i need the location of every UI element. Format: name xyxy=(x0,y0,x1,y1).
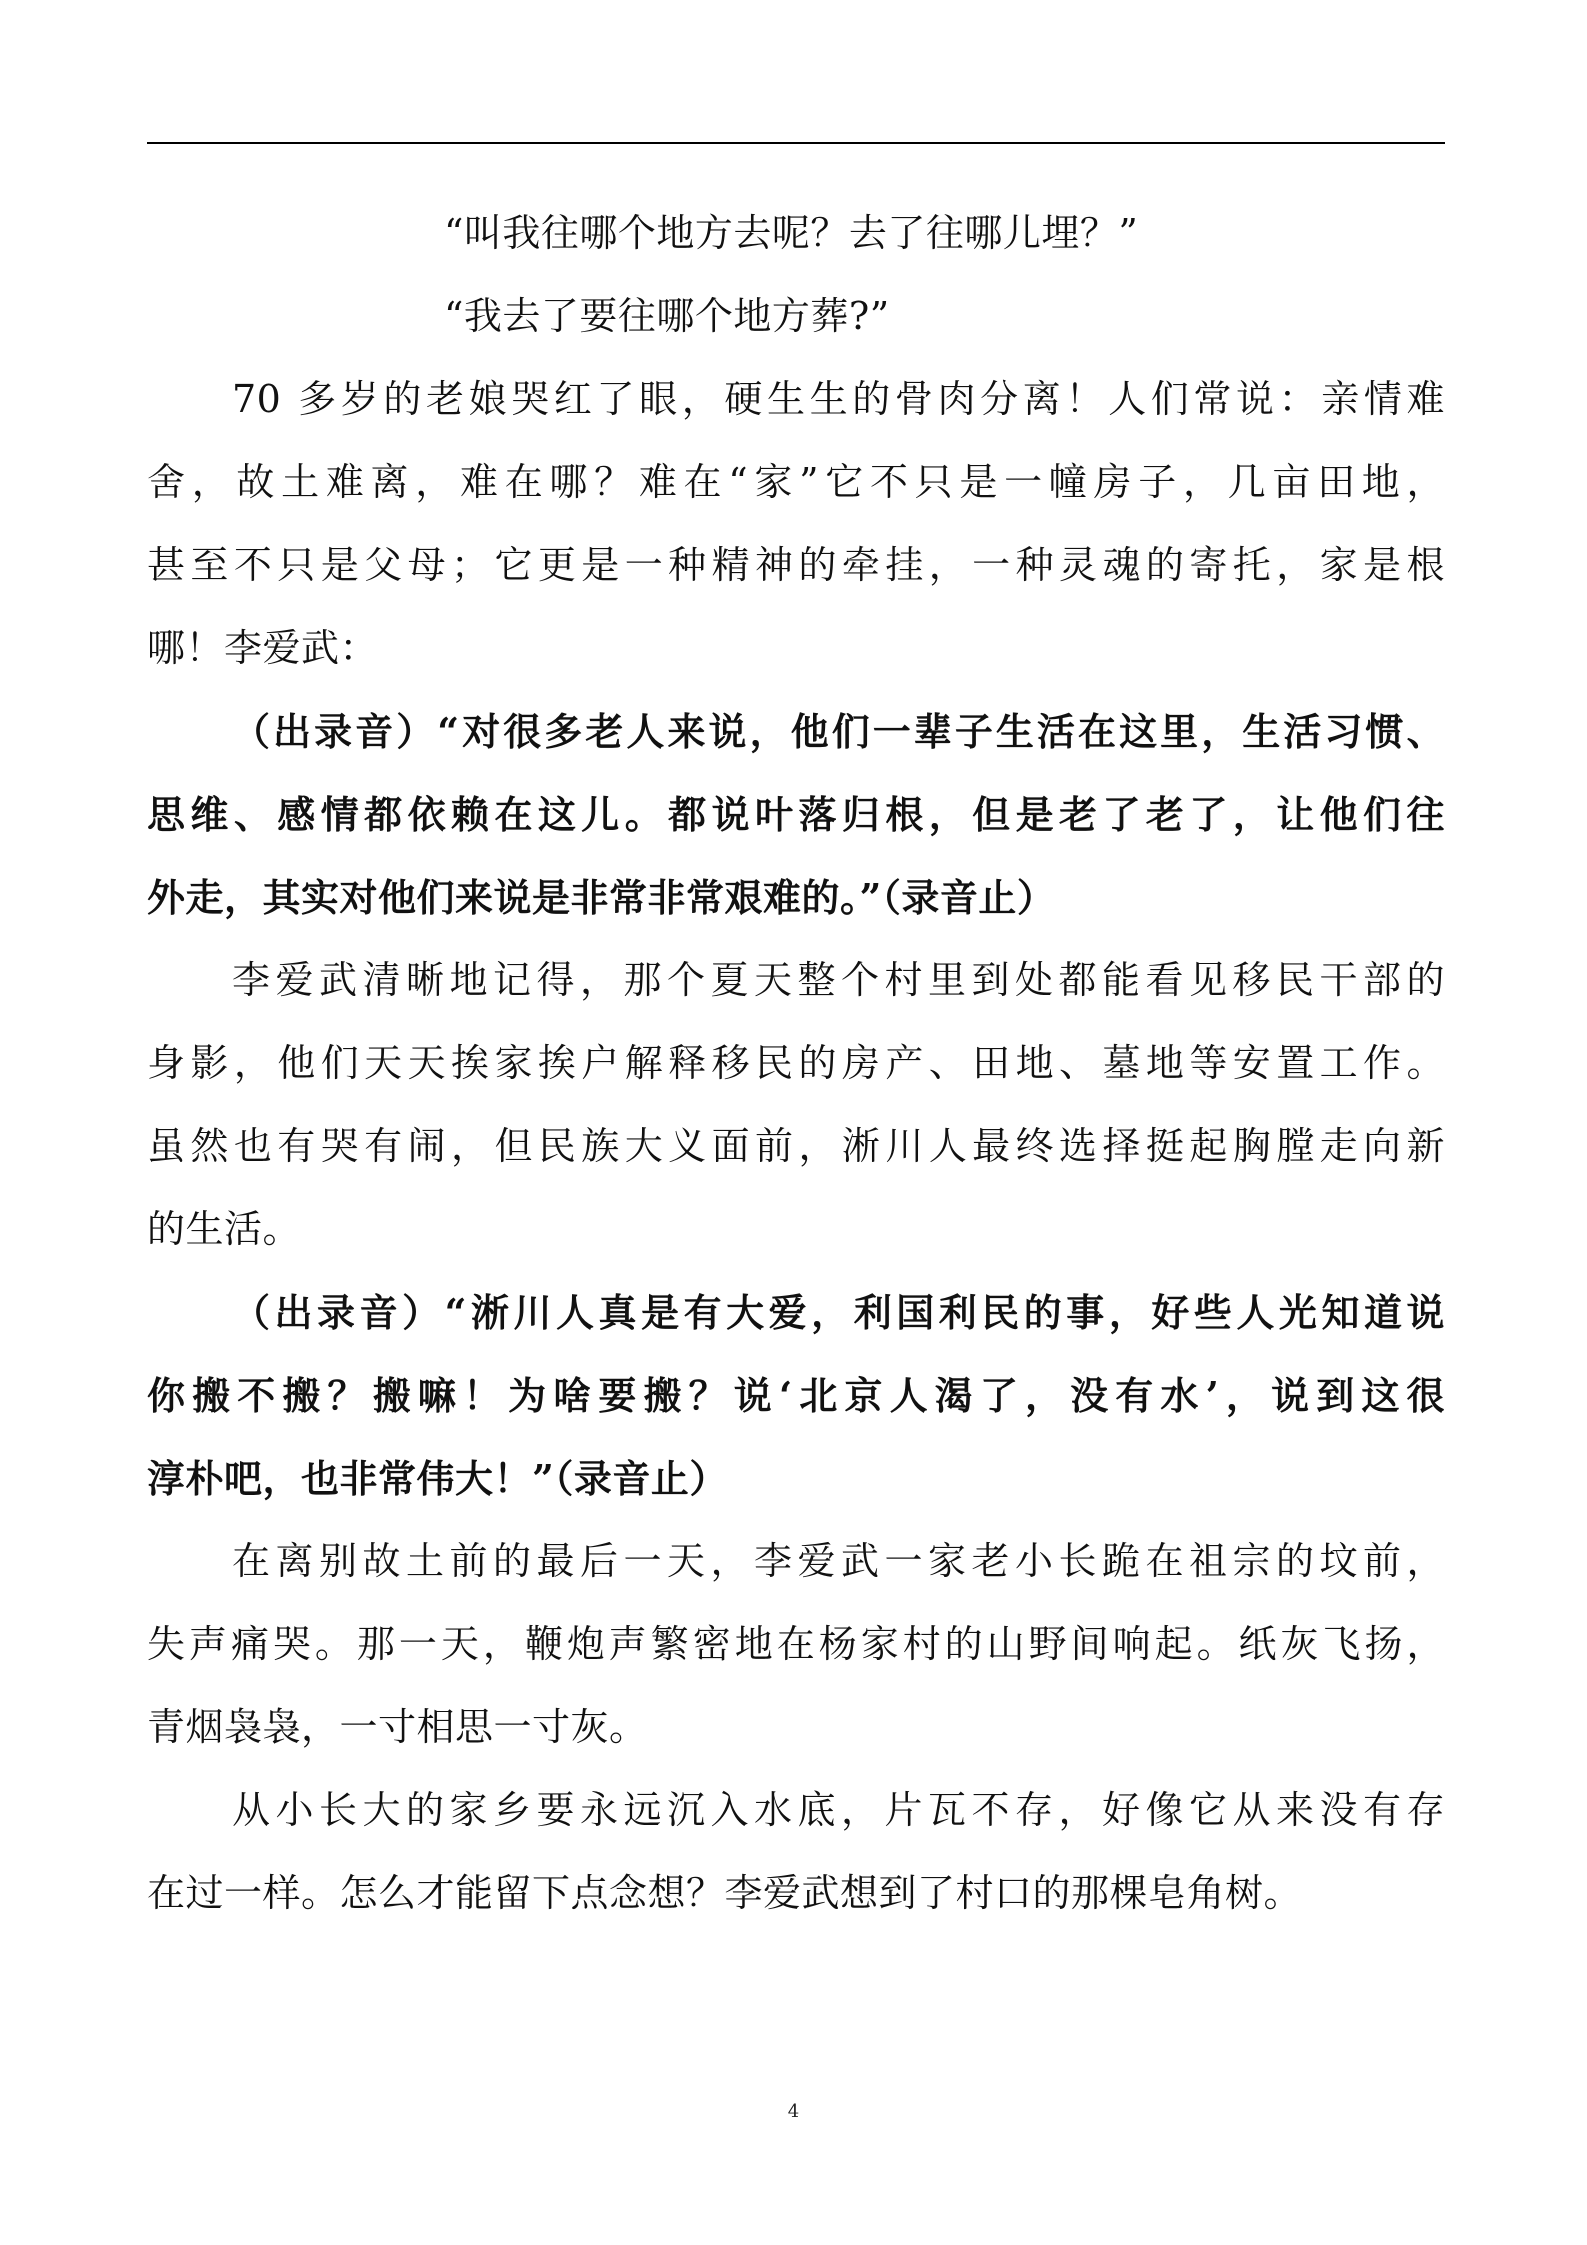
paragraph-line: 在离别故土前的最后一天，李爱武一家老小长跪在祖宗的坟前， xyxy=(232,1539,1445,1583)
paragraph-line: 70 多岁的老娘哭红了眼，硬生生的骨肉分离！人们常说：亲情难 xyxy=(232,377,1445,421)
paragraph-line: 哪！李爱武： xyxy=(147,626,379,670)
paragraph-line: 甚至不只是父母；它更是一种精神的牵挂，一种灵魂的寄托，家是根 xyxy=(147,543,1445,587)
quote-line: “叫我往哪个地方去呢？去了往哪儿埋？” xyxy=(444,211,1139,255)
document-body xyxy=(147,192,1445,1935)
recording-line: 外走，其实对他们来说是非常非常艰难的。”（录音止） xyxy=(147,875,1056,920)
recording-line: 淳朴吧，也非常伟大！”（录音止） xyxy=(147,1456,728,1501)
paragraph-line: 的生活。 xyxy=(147,1207,302,1251)
page-number: 4 xyxy=(787,2101,800,2122)
recording-line: 你搬不搬？搬嘛！为啥要搬？说‘北京人渴了，没有水’，说到这很 xyxy=(147,1373,1445,1418)
recording-line: （出录音）“淅川人真是有大爱，利国利民的事，好些人光知道说 xyxy=(232,1290,1445,1335)
recording-line: （出录音）“对很多老人来说，他们一辈子生活在这里，生活习惯、 xyxy=(232,709,1445,754)
paragraph-line: 虽然也有哭有闹，但民族大义面前，淅川人最终选择挺起胸膛走向新 xyxy=(147,1124,1445,1168)
paragraph-line: 李爱武清晰地记得，那个夏天整个村里到处都能看见移民干部的 xyxy=(232,958,1445,1002)
paragraph-line: 舍，故土难离，难在哪？难在“家”它不只是一幢房子，几亩田地， xyxy=(147,460,1445,504)
paragraph-line: 失声痛哭。那一天，鞭炮声繁密地在杨家村的山野间响起。纸灰飞扬， xyxy=(147,1622,1445,1666)
paragraph-line: 身影，他们天天挨家挨户解释移民的房产、田地、墓地等安置工作。 xyxy=(147,1041,1445,1085)
paragraph-line: 从小长大的家乡要永远沉入水底，片瓦不存，好像它从来没有存 xyxy=(232,1788,1445,1832)
quote-line: “我去了要往哪个地方葬?” xyxy=(444,294,890,338)
paragraph-line: 青烟袅袅，一寸相思一寸灰。 xyxy=(147,1705,648,1749)
header-divider xyxy=(147,142,1445,144)
paragraph-line: 在过一样。怎么才能留下点念想？李爱武想到了村口的那棵皂角树。 xyxy=(147,1871,1303,1915)
recording-line: 思维、感情都依赖在这儿。都说叶落归根，但是老了老了，让他们往 xyxy=(147,792,1445,837)
